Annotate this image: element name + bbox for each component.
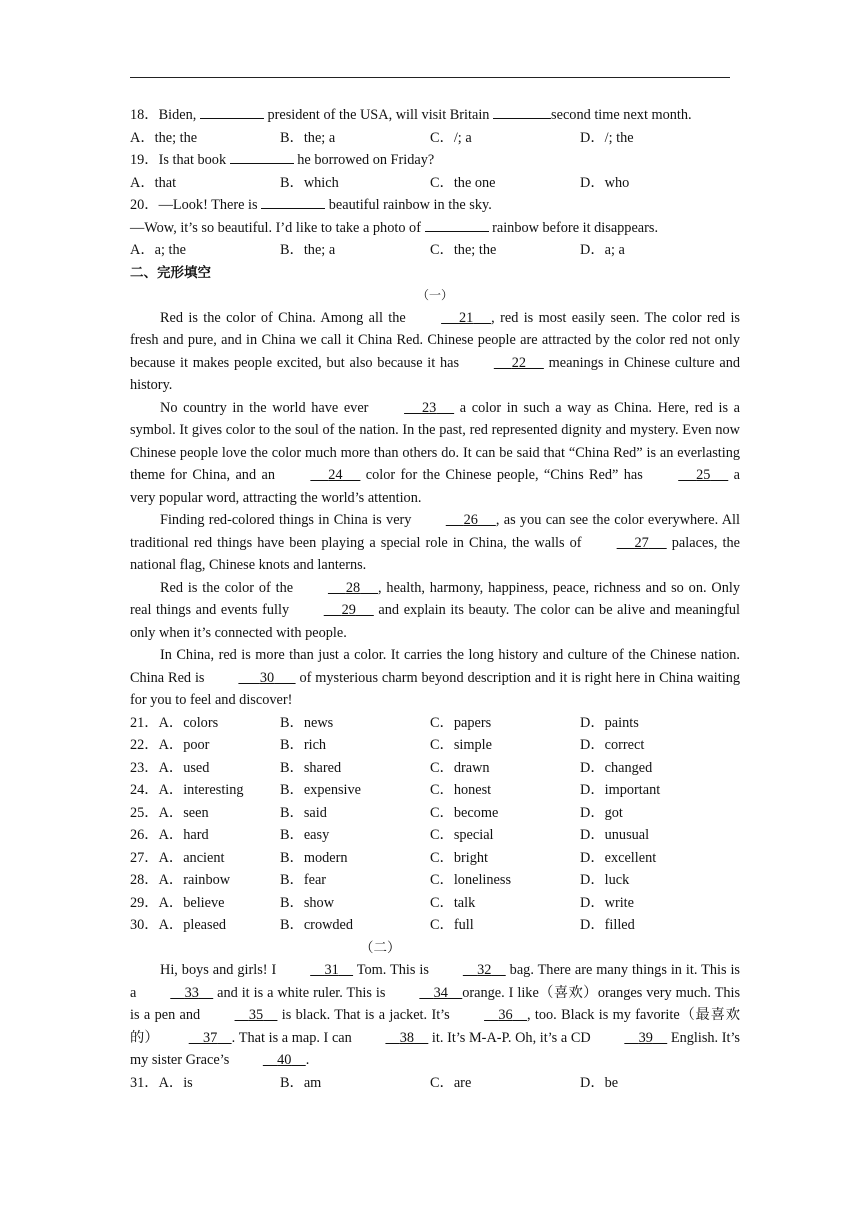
- option-d[interactable]: D．/; the: [580, 129, 634, 146]
- passage-marker-1: （一）: [416, 288, 453, 302]
- option-row-21: [130, 712, 740, 735]
- option-row-22: [130, 734, 740, 757]
- blank-number: 24: [328, 467, 343, 483]
- passage1-paragraph-4: Red is the color of the 28 , health, harmony, happiness, peace, richness and so on. Only real things and events fully 29 and explain its beauty. The color can be alive and meaningful only when it’s connected with people.: [130, 577, 740, 645]
- option-row-25: [130, 802, 740, 825]
- option-b[interactable]: B．which: [280, 174, 339, 191]
- blank-number: 22: [511, 354, 526, 371]
- option-d[interactable]: D．be: [580, 1074, 619, 1091]
- option-a[interactable]: 24．A．interesting: [130, 782, 244, 798]
- blank-number: 26: [463, 512, 478, 528]
- option-c[interactable]: C．become: [430, 804, 499, 821]
- option-d[interactable]: D．luck: [580, 872, 630, 888]
- option-b[interactable]: B．modern: [280, 849, 348, 866]
- option-a[interactable]: 27．A．ancient: [130, 849, 225, 866]
- option-b[interactable]: B．show: [280, 894, 335, 911]
- option-d[interactable]: D．correct: [580, 737, 645, 753]
- option-a[interactable]: 21．A．colors: [130, 714, 219, 731]
- option-a[interactable]: 29．A．believe: [130, 894, 225, 911]
- option-c[interactable]: C．the one: [430, 174, 496, 191]
- option-row-29: [130, 892, 740, 915]
- passage1-paragraph-5: In China, red is more than just a color. It carries the long history and culture of the Chinese nation. China Red is 30 of mysterious charm beyond description and it is right here in China waiting for you to feel and discover!: [130, 647, 740, 708]
- answer-blank: [493, 104, 551, 119]
- option-a[interactable]: 28．A．rainbow: [130, 872, 231, 888]
- header-rule: [130, 77, 730, 78]
- option-a[interactable]: 22．A．poor: [130, 737, 210, 753]
- option-b[interactable]: B．rich: [280, 737, 327, 753]
- answer-blank: [200, 104, 264, 119]
- option-b[interactable]: B．crowded: [280, 917, 354, 933]
- option-a[interactable]: A．that: [130, 174, 177, 191]
- option-row-28: [130, 869, 740, 892]
- blank-number: 38: [399, 1029, 415, 1046]
- option-b[interactable]: B．the; a: [280, 242, 336, 258]
- blank-number: 33: [184, 984, 199, 1001]
- option-d[interactable]: D．excellent: [580, 849, 657, 866]
- option-a[interactable]: A．a; the: [130, 242, 186, 258]
- option-c[interactable]: C．talk: [430, 894, 476, 911]
- blank-number: 40: [277, 1052, 292, 1068]
- option-b[interactable]: B．fear: [280, 872, 327, 888]
- option-c[interactable]: C．full: [430, 917, 474, 933]
- option-b[interactable]: B．am: [280, 1074, 322, 1091]
- option-c[interactable]: C．loneliness: [430, 872, 512, 888]
- blank-number: 32: [477, 962, 492, 978]
- option-d[interactable]: D．write: [580, 894, 634, 911]
- option-row-26: [130, 824, 740, 847]
- blank-number: 36: [498, 1007, 513, 1023]
- option-c[interactable]: C．papers: [430, 714, 492, 731]
- option-a[interactable]: 30．A．pleased: [130, 917, 227, 933]
- passage1-paragraph-1: Red is the color of China. Among all the 21 , red is most easily seen. The color red is fresh and pure, and in China we call it China Red. Chinese people are attracted by the color red not only because it makes people excited, but also because it has 22 meanings in Chinese culture and history.: [130, 307, 740, 397]
- option-d[interactable]: D．unusual: [580, 827, 650, 843]
- option-b[interactable]: B．said: [280, 804, 327, 821]
- option-row-24: [130, 779, 740, 802]
- option-c[interactable]: C．special: [430, 827, 494, 843]
- option-d[interactable]: D．got: [580, 804, 623, 821]
- passage2-paragraph: Hi, boys and girls! I 31 Tom. This is 32 bag. There are many things in it. This is a 33 and it is a white ruler. This is 34 orange. I like（喜欢）oranges very much. This is a pen and 35 is black. That is a jacket. It’s 36 , too. Black is my favorite（最喜欢的） 37 . That is a map. I can 38 it. It’s M-A-P. Oh, it’s a CD 39 English. It’s my sister Grace’s 40 .: [130, 959, 740, 1072]
- option-a[interactable]: 23．A．used: [130, 759, 210, 776]
- option-b[interactable]: B．the; a: [280, 129, 336, 146]
- answer-blank: [230, 149, 294, 164]
- blank-number: 27: [634, 534, 649, 551]
- option-c[interactable]: C．the; the: [430, 242, 497, 258]
- question-19: 19．Is that book he borrowed on Friday?: [130, 149, 740, 172]
- option-row-23: [130, 757, 740, 780]
- blank-number: 25: [696, 467, 711, 483]
- option-a[interactable]: 25．A．seen: [130, 804, 209, 821]
- option-d[interactable]: D．changed: [580, 759, 653, 776]
- option-b[interactable]: B．expensive: [280, 782, 361, 798]
- question-19-options: [130, 172, 740, 195]
- option-d[interactable]: D．who: [580, 174, 630, 191]
- blank-number: 21: [458, 309, 474, 326]
- blank-number: 29: [341, 602, 356, 618]
- option-d[interactable]: D．a; a: [580, 242, 625, 258]
- option-c[interactable]: C．are: [430, 1074, 472, 1091]
- option-c[interactable]: C．simple: [430, 737, 492, 753]
- blank-number: 23: [421, 399, 437, 416]
- option-a[interactable]: 31．A．is: [130, 1074, 193, 1091]
- option-row-30: [130, 914, 740, 937]
- option-row-31: [130, 1072, 740, 1095]
- option-c[interactable]: C．drawn: [430, 759, 490, 776]
- blank-number: 28: [345, 579, 361, 596]
- option-c[interactable]: C．bright: [430, 849, 488, 866]
- blank-number: 30: [259, 669, 275, 686]
- exam-page: [130, 104, 740, 1094]
- question-20-options: [130, 239, 740, 262]
- question-18-options: [130, 127, 740, 150]
- option-b[interactable]: B．news: [280, 714, 334, 731]
- option-a[interactable]: A．the; the: [130, 129, 198, 146]
- option-b[interactable]: B．easy: [280, 827, 330, 843]
- blank-number: 37: [203, 1029, 218, 1046]
- option-a[interactable]: 26．A．hard: [130, 827, 209, 843]
- question-18: 18．Biden, president of the USA, will visit Britain second time next month.: [130, 104, 740, 127]
- question-20-reply: —Wow, it’s so beautiful. I’d like to take a photo of rainbow before it disappears.: [130, 217, 740, 240]
- blank-number: 31: [324, 962, 339, 978]
- option-row-27: [130, 847, 740, 870]
- passage1-paragraph-2: No country in the world have ever 23 a color in such a way as China. Here, red is a symbol. It gives color to the soul of the nation. In the past, red represented dignity and mystery. Even now Chinese people love the color much more than others do. It can be said that “China Red” is an everlasting theme for China, and an 24 color for the Chinese people, “Chins Red” has 25 a very popular word, attracting the world’s attention.: [130, 397, 740, 510]
- blank-number: 39: [638, 1029, 653, 1046]
- blank-number: 34: [433, 984, 448, 1001]
- question-20: 20．—Look! There is beautiful rainbow in the sky.: [130, 194, 740, 217]
- option-c[interactable]: C．honest: [430, 782, 492, 798]
- section-heading: 二、完形填空: [130, 264, 211, 281]
- option-d[interactable]: D．important: [580, 782, 661, 798]
- option-d[interactable]: D．filled: [580, 917, 635, 933]
- option-d[interactable]: D．paints: [580, 714, 639, 731]
- answer-blank: [425, 217, 489, 232]
- passage1-paragraph-3: Finding red-colored things in China is very 26 , as you can see the color everywhere. All traditional red things have been playing a special role in China, the walls of 27 palaces, the national flag, Chinese knots and lanterns.: [130, 509, 740, 577]
- answer-blank: [261, 194, 325, 209]
- blank-number: 35: [248, 1007, 264, 1023]
- option-b[interactable]: B．shared: [280, 759, 342, 776]
- option-c[interactable]: C．/; a: [430, 129, 472, 146]
- passage-marker-2: （二）: [360, 939, 401, 956]
